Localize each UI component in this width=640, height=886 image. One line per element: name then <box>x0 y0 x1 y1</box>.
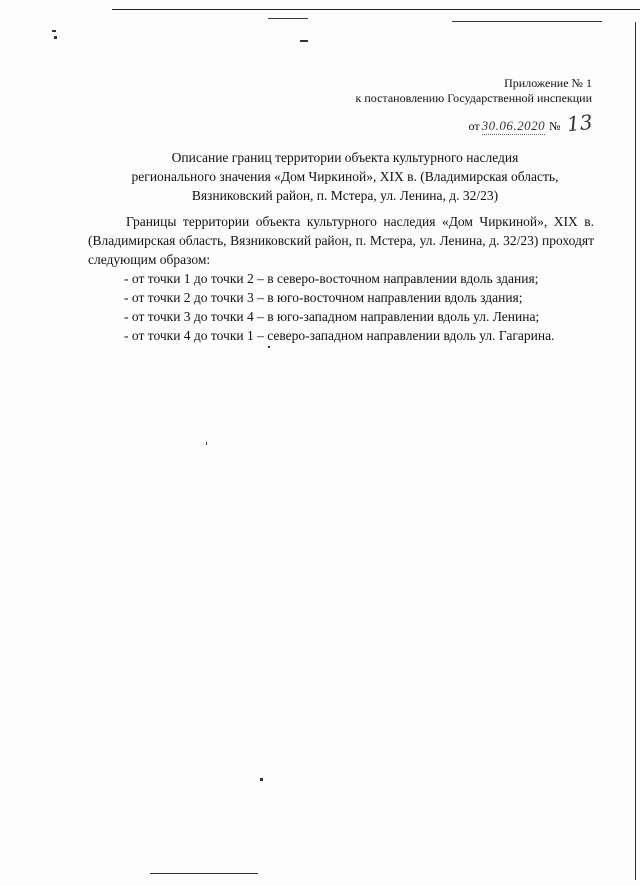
list-item: - от точки 3 до точки 4 – в юго-западном направлении вдоль ул. Ленина; <box>124 309 540 324</box>
scan-border-top <box>112 9 640 10</box>
date-prefix: от <box>468 119 480 133</box>
intro-paragraph: Границы территории объекта культурного наследия «Дом Чиркиной», XIX в. (Владимирская область, Вязниковский район, п. Мстера, ул. Ленина, д. 32/23) проходят следующим образом: <box>88 214 594 267</box>
list-item: - от точки 4 до точки 1 – северо-западном направлении вдоль ул. Гагарина. <box>124 328 555 343</box>
appendix-subtitle: к постановлению Государственной инспекции <box>355 91 592 105</box>
heading-line-3: Вязниковский район, п. Мстера, ул. Ленина, д. 32/23) <box>191 188 499 203</box>
appendix-title: Приложение № 1 <box>504 76 592 90</box>
document-heading <box>90 148 600 205</box>
number-label: № <box>549 119 561 133</box>
appendix-header <box>356 76 592 106</box>
heading-line-1: Описание границ территории объекта культурного наследия <box>171 150 519 165</box>
document-body <box>88 212 594 345</box>
handwritten-date: 30.06.2020 <box>481 118 546 133</box>
list-item: - от точки 2 до точки 3 – в юго-восточном направлении вдоль здания; <box>124 290 523 305</box>
list-item: - от точки 1 до точки 2 – в северо-восточном направлении вдоль здания; <box>124 271 539 286</box>
handwritten-number: 13 <box>565 109 594 137</box>
document-date-line <box>469 111 593 135</box>
scan-footer-mark <box>150 873 258 874</box>
boundary-list <box>88 269 594 345</box>
heading-line-2: регионального значения «Дом Чиркиной», XIX в. (Владимирская область, <box>131 169 559 184</box>
scan-border-right <box>635 22 636 880</box>
